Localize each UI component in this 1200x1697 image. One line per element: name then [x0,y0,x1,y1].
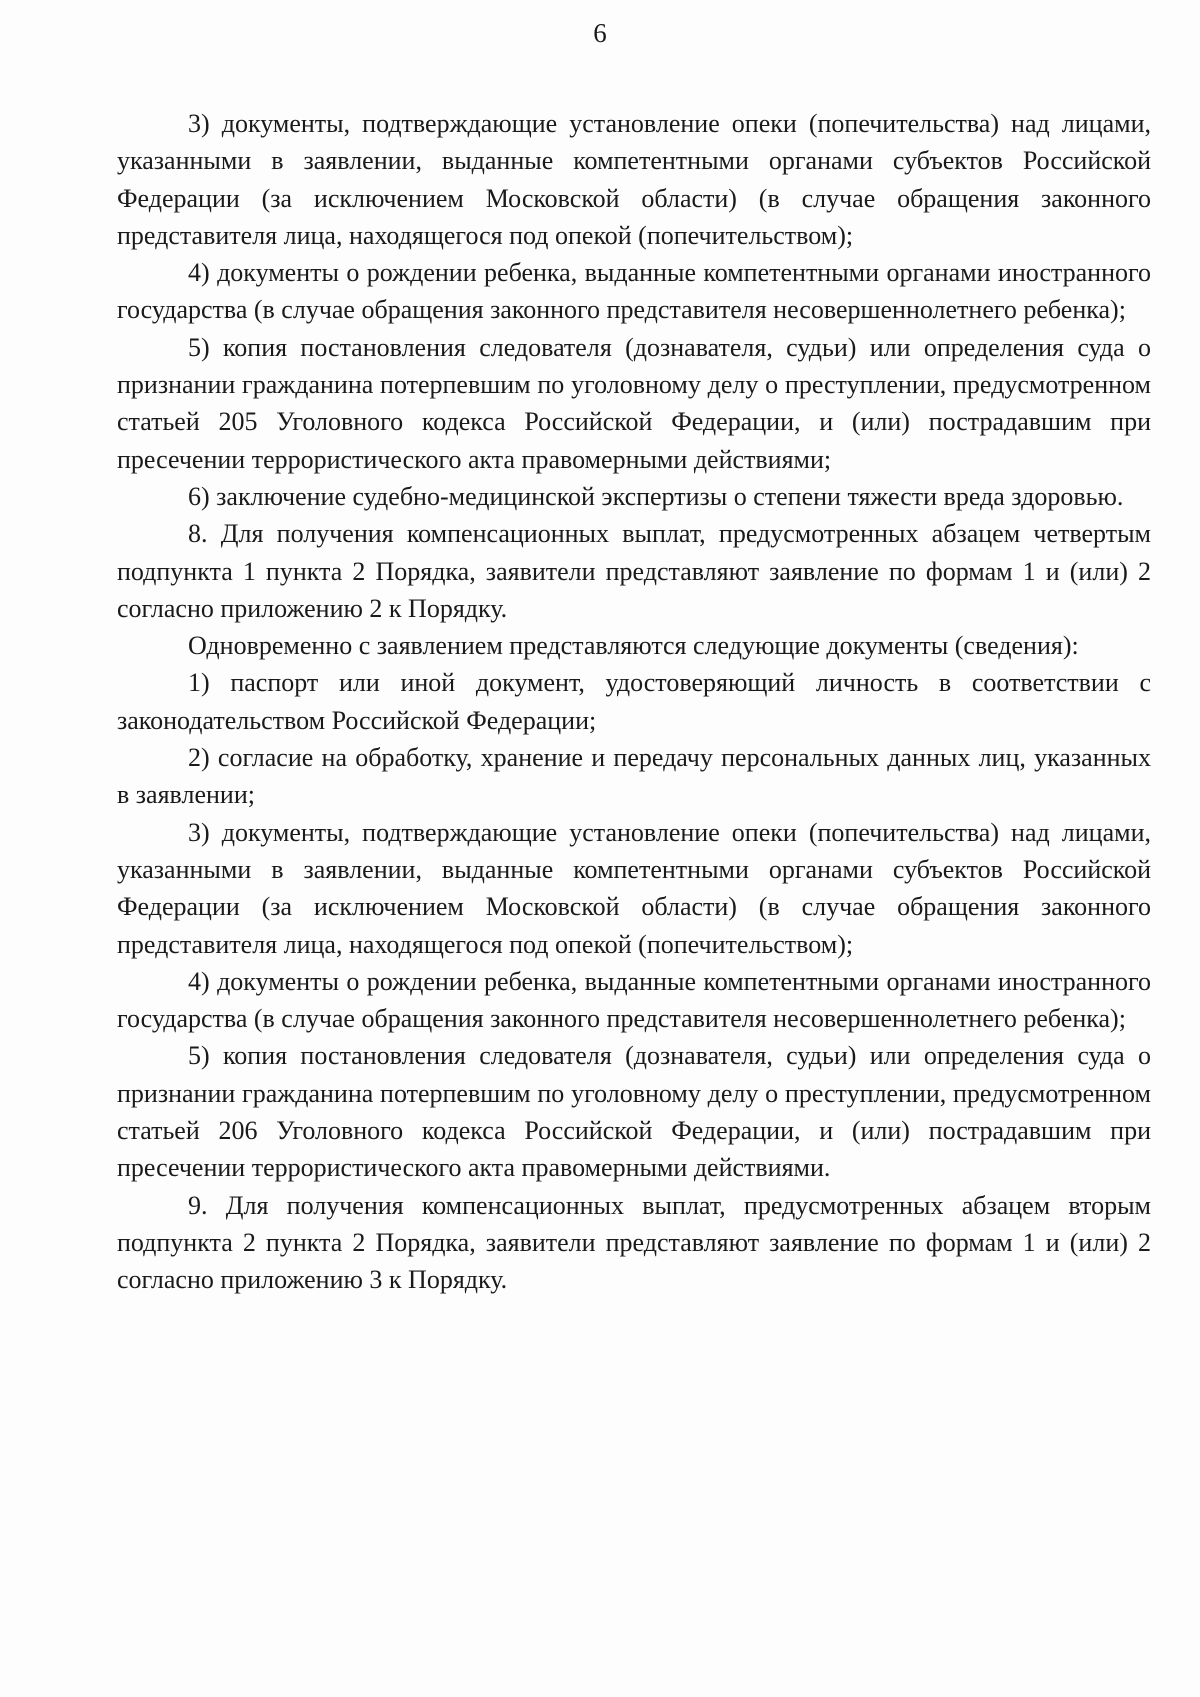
paragraph-item-4-birth-documents: 4) документы о рождении ребенка, выданные компетентными органами иностранного государства (в случае обращения законного представителя несовершеннолетнего ребенка); [117,258,1151,325]
paragraph-item-5-investigator-resolution: 5) копия постановления следователя (дознавателя, судьи) или определения суда о признании гражданина потерпевшим по уголовному делу о преступлении, предусмотренном статьей 205 Уголовного кодекса Российской Федерации, и (или) пострадавшим при пресечении террористического акта правомерными действиями; [117,332,1151,474]
paragraph-item-3-guardianship-second: 3) документы, подтверждающие установление опеки (попечительства) над лицами, указанными в заявлении, выданные компетентными органами субъектов Российской Федерации (за исключением Московской области) (в случае обращения законного представителя лица, находящегося под опекой (попечительством); [117,817,1151,959]
paragraph-item-5-investigator-resolution-second: 5) копия постановления следователя (дознавателя, судьи) или определения суда о признании гражданина потерпевшим по уголовному делу о преступлении, предусмотренном статьей 206 Уголовного кодекса Российской Федерации, и (или) пострадавшим при пресечении террористического акта правомерными действиями. [117,1041,1151,1183]
page-number: 6 [593,18,607,48]
document-body [117,105,1151,1299]
paragraph-clause-9: 9. Для получения компенсационных выплат, предусмотренных абзацем вторым подпункта 2 пункта 2 Порядка, заявители представляют заявление по формам 1 и (или) 2 согласно приложению 3 к Порядку. [117,1190,1151,1295]
paragraph-item-3-guardianship: 3) документы, подтверждающие установление опеки (попечительства) над лицами, указанными в заявлении, выданные компетентными органами субъектов Российской Федерации (за исключением Московской области) (в случае обращения законного представителя лица, находящегося под опекой (попечительством); [117,109,1151,250]
paragraph-item-2-data-consent: 2) согласие на обработку, хранение и передачу персональных данных лиц, указанных в заявлении; [117,743,1151,810]
paragraph-item-6-medical-expertise: 6) заключение судебно-медицинской экспертизы о степени тяжести вреда здоровью. [188,481,1124,511]
paragraph-item-4-birth-documents-second: 4) документы о рождении ребенка, выданные компетентными органами иностранного государства (в случае обращения законного представителя несовершеннолетнего ребенка); [117,966,1151,1034]
paragraph-documents-intro: Одновременно с заявлением представляются следующие документы (сведения): [188,631,1079,661]
paragraph-item-1-passport: 1) паспорт или иной документ, удостоверяющий личность в соответствии с законодательством Российской Федерации; [117,668,1151,735]
paragraph-clause-8: 8. Для получения компенсационных выплат, предусмотренных абзацем четвертым подпункта 1 пункта 2 Порядка, заявители представляют заявление по формам 1 и (или) 2 согласно приложению 2 к Порядку. [117,519,1151,623]
